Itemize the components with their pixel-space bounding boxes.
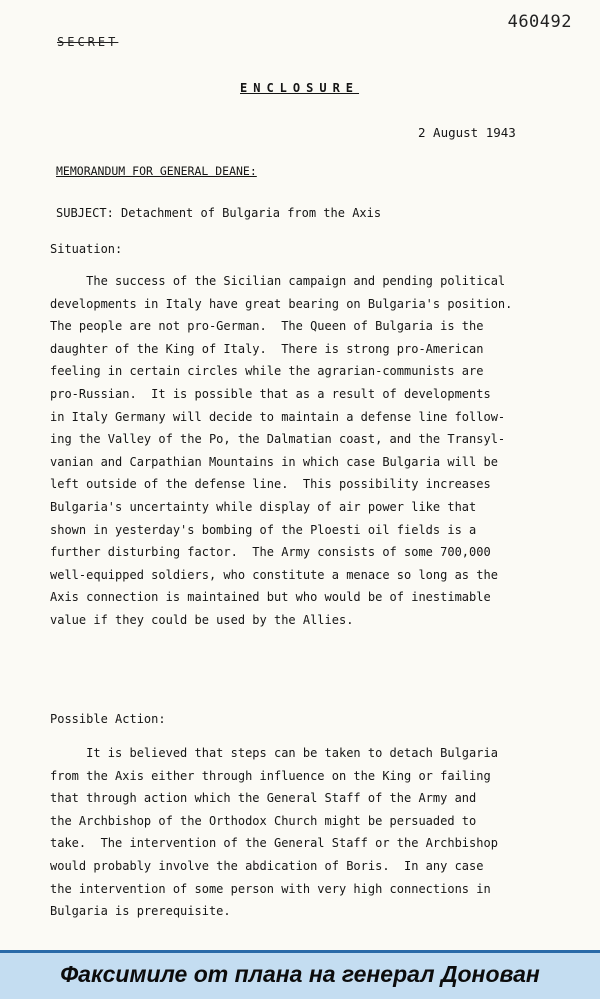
caption-bar: [0, 950, 600, 999]
text-line: take. The intervention of the General Staff or the Archbishop: [50, 836, 498, 851]
enclosure-heading: ENCLOSURE: [240, 81, 360, 95]
text-line: Bulgaria's uncertainty while display of air power like that: [50, 499, 477, 514]
text-line: The people are not pro-German. The Queen of Bulgaria is the: [50, 319, 484, 334]
subject-line: SUBJECT: Detachment of Bulgaria from the Axis: [56, 206, 382, 220]
text-line: well-equipped soldiers, who constitute a menace so long as the: [50, 567, 498, 582]
text-line: the intervention of some person with very high connections in: [50, 881, 491, 896]
document-date: 2 August 1943: [418, 125, 516, 140]
text-line: value if they could be used by the Allies.: [50, 612, 354, 627]
memo-title: MEMORANDUM FOR GENERAL DEANE:: [56, 164, 257, 178]
text-line: from the Axis either through influence on the King or failing: [50, 768, 491, 783]
text-line: would probably involve the abdication of Boris. In any case: [50, 858, 484, 873]
possible-action-heading: Possible Action:: [50, 712, 166, 726]
possible-action-paragraph: [50, 742, 580, 923]
situation-paragraph: [50, 270, 580, 632]
text-line: developments in Italy have great bearing on Bulgaria's position.: [50, 296, 513, 311]
text-line: feeling in certain circles while the agrarian-communists are: [50, 364, 484, 379]
classification-stamp: SECRET: [57, 35, 119, 49]
document-number: 460492: [507, 12, 572, 32]
text-line: vanian and Carpathian Mountains in which case Bulgaria will be: [50, 454, 498, 469]
text-line: The success of the Sicilian campaign and pending political: [50, 274, 506, 288]
text-line: further disturbing factor. The Army consists of some 700,000: [50, 545, 491, 560]
situation-heading: Situation:: [50, 242, 123, 256]
text-line: Bulgaria is prerequisite.: [50, 904, 231, 919]
text-line: in Italy Germany will decide to maintain a defense line follow-: [50, 409, 506, 424]
caption-text: Факсимиле от плана на генерал Донован: [60, 961, 540, 987]
text-line: that through action which the General Staff of the Army and: [50, 791, 477, 806]
text-line: It is believed that steps can be taken to detach Bulgaria: [50, 746, 498, 760]
text-line: the Archbishop of the Orthodox Church might be persuaded to: [50, 813, 477, 828]
text-line: daughter of the King of Italy. There is strong pro-American: [50, 341, 484, 356]
text-line: Axis connection is maintained but who would be of inestimable: [50, 590, 491, 605]
text-line: ing the Valley of the Po, the Dalmatian coast, and the Transyl-: [50, 432, 506, 447]
text-line: pro-Russian. It is possible that as a result of developments: [50, 386, 491, 401]
text-line: shown in yesterday's bombing of the Ploesti oil fields is a: [50, 522, 477, 537]
text-line: left outside of the defense line. This possibility increases: [50, 477, 491, 492]
